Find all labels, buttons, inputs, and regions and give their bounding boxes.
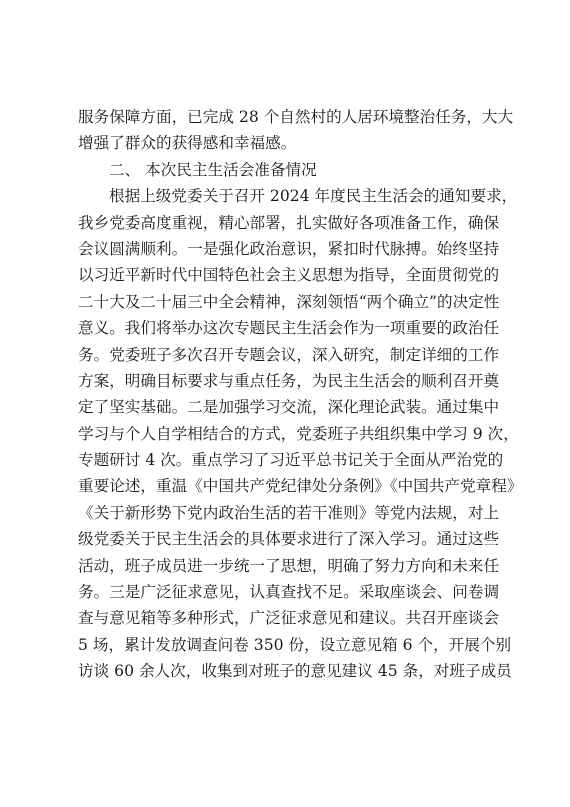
paragraph-line: 我乡党委高度重视，精心部署，扎实做好各项准备工作，确保 bbox=[78, 213, 500, 232]
paragraph-line: 活动，班子成员进一步统一了思想，明确了努力方向和未来任 bbox=[78, 556, 500, 575]
paragraph-line: 意义。我们将举办这次专题民主生活会作为一项重要的政治任 bbox=[78, 319, 500, 338]
paragraph-line: 定了坚实基础。二是加强学习交流，深化理论武装。通过集中 bbox=[78, 398, 500, 417]
paragraph-line: 重要论述，重温《中国共产党纪律处分条例》《中国共产党章程》 bbox=[78, 477, 523, 496]
section-heading: 二、 本次民主生活会准备情况 bbox=[109, 160, 317, 179]
paragraph-line: 以习近平新时代中国特色社会主义思想为指导，全面贯彻党的 bbox=[78, 266, 500, 285]
paragraph-line: 务。党委班子多次召开专题会议，深入研究，制定详细的工作 bbox=[78, 345, 500, 364]
paragraph-line: 会议圆满顺利。一是强化政治意识，紧扣时代脉搏。始终坚持 bbox=[78, 239, 500, 258]
paragraph-line: 访谈 60 余人次，收集到对班子的意见建议 45 条，对班子成员 bbox=[78, 662, 512, 681]
paragraph-line: 二十大及二十届三中全会精神，深刻领悟“两个确立”的决定性 bbox=[78, 292, 500, 311]
paragraph-line: 查与意见箱等多种形式，广泛征求意见和建议。共召开座谈会 bbox=[78, 609, 500, 628]
paragraph-line: 方案，明确目标要求与重点任务，为民主生活会的顺利召开奠 bbox=[78, 371, 500, 390]
paragraph-line: 学习与个人自学相结合的方式，党委班子共组织集中学习 9 次， bbox=[78, 424, 519, 443]
paragraph-line: 务。三是广泛征求意见，认真查找不足。采取座谈会、问卷调 bbox=[78, 583, 500, 602]
paragraph-line: 《关于新形势下党内政治生活的若干准则》等党内法规，对上 bbox=[78, 503, 500, 522]
paragraph-line: 5 场，累计发放调查问卷 350 份，设立意见箱 6 个，开展个别 bbox=[78, 635, 512, 654]
paragraph-line: 增强了群众的获得感和幸福感。 bbox=[78, 134, 297, 153]
paragraph-line: 根据上级党委关于召开 2024 年度民主生活会的通知要求， bbox=[109, 187, 518, 206]
document-body bbox=[78, 104, 523, 685]
paragraph-line: 专题研讨 4 次。重点学习了习近平总书记关于全面从严治党的 bbox=[78, 451, 504, 470]
paragraph-line: 服务保障方面，已完成 28 个自然村的人居环境整治任务，大大 bbox=[78, 108, 514, 126]
paragraph-line: 级党委关于民主生活会的具体要求进行了深入学习。通过这些 bbox=[78, 530, 500, 549]
